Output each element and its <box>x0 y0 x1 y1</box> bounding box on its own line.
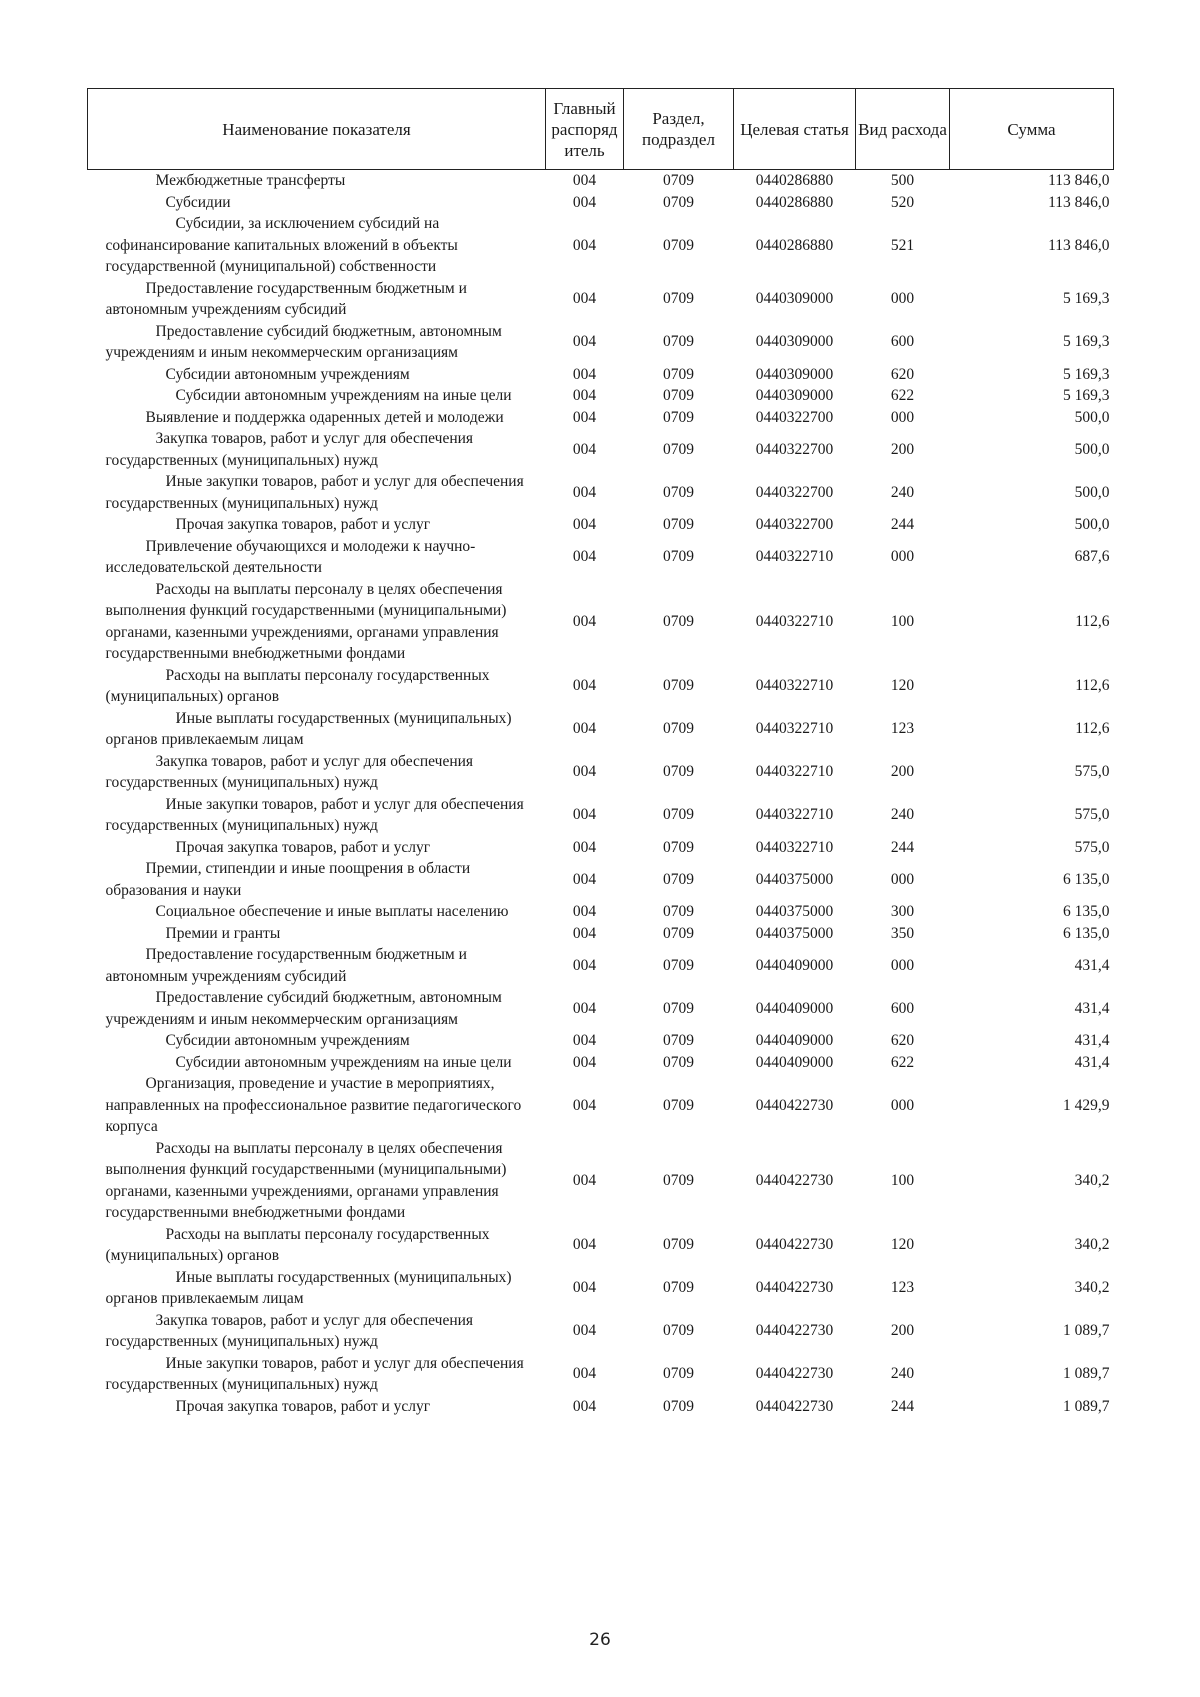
table-row <box>88 901 1114 923</box>
table-row <box>88 665 1114 708</box>
cell-sum: 687,6 <box>1074 548 1110 566</box>
cell-admin: 004 <box>572 870 597 888</box>
cell-target: 0440422730 <box>755 1322 834 1340</box>
cell-section: 0709 <box>663 516 694 533</box>
cell-admin: 004 <box>572 612 597 630</box>
cell-section: 0709 <box>663 1236 694 1254</box>
cell-name: Межбюджетные трансферты <box>155 172 346 189</box>
cell-type: 200 <box>890 440 915 458</box>
cell-type: 622 <box>890 1053 915 1071</box>
cell-admin: 004 <box>572 903 597 920</box>
cell-name: Привлечение обучающихся и молодежи к научно-исследовательской деятельности <box>105 537 476 576</box>
cell-sum: 431,4 <box>1074 999 1110 1017</box>
cell-sum: 1 089,7 <box>1063 1322 1110 1340</box>
cell-admin: 004 <box>572 999 597 1017</box>
cell-section: 0709 <box>663 1096 694 1114</box>
cell-sum: 431,4 <box>1074 1053 1110 1071</box>
cell-type: 622 <box>890 387 915 404</box>
cell-section: 0709 <box>663 172 694 189</box>
cell-section: 0709 <box>663 1279 694 1297</box>
header-name: Наименование показателя <box>88 89 546 170</box>
cell-name: Предоставление субсидий бюджетным, автономным учреждениям и иным некоммерческим организациям <box>105 989 502 1028</box>
cell-target: 0440422730 <box>755 1236 834 1254</box>
cell-target: 0440422730 <box>755 1279 834 1297</box>
cell-target: 0440422730 <box>755 1365 834 1383</box>
table-row <box>88 1310 1114 1353</box>
cell-name: Субсидии, за исключением субсидий на софинансирование капитальных вложений в объекты государственной (муниципальной) собственности <box>105 215 458 275</box>
cell-type: 240 <box>890 483 915 501</box>
cell-name: Иные выплаты государственных (муниципальных) органов привлекаемым лицам <box>105 709 512 748</box>
cell-name: Закупка товаров, работ и услуг для обеспечения государственных (муниципальных) нужд <box>105 752 474 791</box>
cell-type: 200 <box>890 763 915 781</box>
cell-section: 0709 <box>663 440 694 458</box>
cell-sum: 340,2 <box>1074 1171 1110 1189</box>
cell-type: 620 <box>890 365 915 383</box>
table-row <box>88 1224 1114 1267</box>
cell-sum: 6 135,0 <box>1063 924 1110 942</box>
cell-admin: 004 <box>572 720 597 738</box>
cell-sum: 5 169,3 <box>1063 365 1110 383</box>
header-admin: Главный распоряд итель <box>546 89 624 170</box>
cell-sum: 6 135,0 <box>1063 903 1110 920</box>
cell-type: 123 <box>890 1279 915 1297</box>
table-row <box>88 923 1114 945</box>
cell-name: Прочая закупка товаров, работ и услуг <box>175 838 431 856</box>
cell-type: 520 <box>890 193 915 211</box>
page-number: 26 <box>589 1630 611 1650</box>
cell-target: 0440309000 <box>755 365 834 383</box>
table-row <box>88 170 1114 192</box>
cell-target: 0440322710 <box>755 677 834 695</box>
cell-name: Иные закупки товаров, работ и услуг для обеспечения государственных (муниципальных) нужд <box>105 473 524 512</box>
cell-sum: 112,6 <box>1075 612 1110 630</box>
cell-type: 120 <box>890 1236 915 1254</box>
cell-admin: 004 <box>572 806 597 824</box>
cell-type: 000 <box>890 290 915 308</box>
cell-section: 0709 <box>663 924 694 942</box>
cell-name: Премии, стипендии и иные поощрения в области образования и науки <box>105 860 471 899</box>
cell-admin: 004 <box>572 1053 597 1071</box>
cell-section: 0709 <box>663 333 694 351</box>
cell-target: 0440286880 <box>755 193 834 211</box>
cell-admin: 004 <box>572 172 597 189</box>
cell-sum: 431,4 <box>1074 1032 1110 1049</box>
cell-section: 0709 <box>663 193 694 211</box>
cell-sum: 112,6 <box>1075 720 1110 738</box>
table-row <box>88 536 1114 579</box>
table-row <box>88 1267 1114 1310</box>
cell-target: 0440409000 <box>755 1032 834 1049</box>
header-target: Целевая статья <box>734 89 856 170</box>
cell-name: Организация, проведение и участие в мероприятиях, направленных на профессиональное развитие педагогического корпуса <box>105 1075 522 1135</box>
cell-section: 0709 <box>663 838 694 856</box>
cell-name: Иные закупки товаров, работ и услуг для обеспечения государственных (муниципальных) нужд <box>105 795 524 834</box>
cell-section: 0709 <box>663 956 694 974</box>
cell-target: 0440286880 <box>755 236 834 254</box>
cell-target: 0440375000 <box>755 924 834 942</box>
cell-sum: 340,2 <box>1074 1279 1110 1297</box>
cell-name: Субсидии автономным учреждениям на иные цели <box>175 1053 512 1071</box>
cell-name: Расходы на выплаты персоналу государственных (муниципальных) органов <box>105 1225 490 1264</box>
header-sum: Сумма <box>950 89 1114 170</box>
table-row <box>88 1138 1114 1224</box>
cell-name: Прочая закупка товаров, работ и услуг <box>175 1397 431 1415</box>
cell-section: 0709 <box>663 548 694 566</box>
cell-sum: 500,0 <box>1074 483 1110 501</box>
cell-target: 0440409000 <box>755 1053 834 1071</box>
cell-admin: 004 <box>572 1365 597 1383</box>
cell-target: 0440322700 <box>755 408 834 426</box>
header-type: Вид расхода <box>856 89 950 170</box>
cell-admin: 004 <box>572 193 597 211</box>
cell-name: Предоставление государственным бюджетным и автономным учреждениям субсидий <box>105 279 467 318</box>
cell-section: 0709 <box>663 483 694 501</box>
cell-admin: 004 <box>572 1096 597 1114</box>
cell-sum: 112,6 <box>1075 677 1110 695</box>
cell-admin: 004 <box>572 1032 597 1049</box>
cell-target: 0440322710 <box>755 838 834 856</box>
cell-section: 0709 <box>663 290 694 308</box>
cell-name: Закупка товаров, работ и услуг для обеспечения государственных (муниципальных) нужд <box>105 1311 474 1350</box>
cell-target: 0440322710 <box>755 763 834 781</box>
cell-admin: 004 <box>572 365 597 383</box>
cell-type: 240 <box>890 806 915 824</box>
cell-admin: 004 <box>572 1397 597 1415</box>
table-row <box>88 1030 1114 1052</box>
cell-target: 0440322710 <box>755 612 834 630</box>
cell-admin: 004 <box>572 763 597 781</box>
cell-type: 244 <box>890 838 915 856</box>
cell-name: Расходы на выплаты персоналу в целях обеспечения выполнения функций государственными (муниципальными) органами, казенными учреждениями, органами управления государственными внебюджетными фондами <box>105 580 507 662</box>
cell-name: Иные закупки товаров, работ и услуг для обеспечения государственных (муниципальных) нужд <box>105 1354 524 1393</box>
cell-sum: 113 846,0 <box>1048 172 1110 189</box>
cell-admin: 004 <box>572 548 597 566</box>
table-row <box>88 514 1114 536</box>
cell-target: 0440409000 <box>755 999 834 1017</box>
cell-sum: 1 089,7 <box>1063 1397 1110 1415</box>
table-row <box>88 837 1114 859</box>
cell-target: 0440422730 <box>755 1096 834 1114</box>
cell-admin: 004 <box>572 387 597 404</box>
cell-target: 0440309000 <box>755 387 834 404</box>
cell-section: 0709 <box>663 903 694 920</box>
cell-name: Субсидии автономным учреждениям на иные цели <box>175 387 512 404</box>
header-section: Раздел, подраздел <box>624 89 734 170</box>
table-row <box>88 385 1114 407</box>
cell-sum: 500,0 <box>1074 408 1110 426</box>
cell-target: 0440309000 <box>755 290 834 308</box>
table-body <box>88 170 1114 1418</box>
cell-target: 0440309000 <box>755 333 834 351</box>
cell-sum: 575,0 <box>1074 838 1110 856</box>
cell-sum: 500,0 <box>1074 440 1110 458</box>
cell-admin: 004 <box>572 1171 597 1189</box>
cell-admin: 004 <box>572 408 597 426</box>
cell-admin: 004 <box>572 924 597 942</box>
cell-name: Закупка товаров, работ и услуг для обеспечения государственных (муниципальных) нужд <box>105 430 474 469</box>
cell-section: 0709 <box>663 1053 694 1071</box>
cell-sum: 5 169,3 <box>1063 387 1110 404</box>
cell-section: 0709 <box>663 1171 694 1189</box>
cell-target: 0440322700 <box>755 483 834 501</box>
cell-type: 521 <box>890 236 915 254</box>
cell-type: 000 <box>890 1096 915 1114</box>
cell-name: Субсидии автономным учреждениям <box>165 1032 410 1049</box>
cell-type: 000 <box>890 548 915 566</box>
cell-section: 0709 <box>663 1397 694 1415</box>
cell-section: 0709 <box>663 365 694 383</box>
cell-target: 0440322700 <box>755 440 834 458</box>
cell-target: 0440322710 <box>755 806 834 824</box>
table-row <box>88 278 1114 321</box>
cell-target: 0440409000 <box>755 956 834 974</box>
cell-section: 0709 <box>663 1322 694 1340</box>
budget-table <box>87 88 1114 1417</box>
cell-type: 244 <box>890 516 915 533</box>
cell-sum: 6 135,0 <box>1063 870 1110 888</box>
cell-name: Расходы на выплаты персоналу в целях обеспечения выполнения функций государственными (муниципальными) органами, казенными учреждениями, органами управления государственными внебюджетными фондами <box>105 1139 507 1221</box>
cell-name: Субсидии автономным учреждениям <box>165 365 410 383</box>
cell-admin: 004 <box>572 516 597 533</box>
cell-section: 0709 <box>663 677 694 695</box>
table-row <box>88 858 1114 901</box>
cell-admin: 004 <box>572 236 597 254</box>
cell-section: 0709 <box>663 236 694 254</box>
cell-admin: 004 <box>572 440 597 458</box>
cell-name: Предоставление государственным бюджетным и автономным учреждениям субсидий <box>105 946 467 985</box>
cell-section: 0709 <box>663 806 694 824</box>
table-header <box>88 89 1114 170</box>
cell-section: 0709 <box>663 408 694 426</box>
table-row <box>88 1073 1114 1138</box>
cell-sum: 113 846,0 <box>1048 193 1110 211</box>
cell-name: Иные выплаты государственных (муниципальных) органов привлекаемым лицам <box>105 1268 512 1307</box>
cell-name: Премии и гранты <box>165 924 281 942</box>
table-row <box>88 428 1114 471</box>
cell-type: 000 <box>890 956 915 974</box>
cell-section: 0709 <box>663 612 694 630</box>
cell-target: 0440322700 <box>755 516 834 533</box>
cell-type: 240 <box>890 1365 915 1383</box>
table-row <box>88 213 1114 278</box>
table-row <box>88 987 1114 1030</box>
cell-admin: 004 <box>572 1279 597 1297</box>
cell-target: 0440422730 <box>755 1171 834 1189</box>
cell-sum: 1 429,9 <box>1063 1096 1110 1114</box>
table-row <box>88 1052 1114 1074</box>
cell-target: 0440422730 <box>755 1397 834 1415</box>
table-row <box>88 751 1114 794</box>
cell-admin: 004 <box>572 483 597 501</box>
cell-name: Социальное обеспечение и иные выплаты населению <box>155 903 509 920</box>
header-row <box>88 89 1114 170</box>
cell-sum: 5 169,3 <box>1063 333 1110 351</box>
cell-type: 120 <box>890 677 915 695</box>
cell-type: 600 <box>890 999 915 1017</box>
cell-admin: 004 <box>572 677 597 695</box>
cell-target: 0440322710 <box>755 548 834 566</box>
cell-target: 0440286880 <box>755 172 834 189</box>
cell-admin: 004 <box>572 956 597 974</box>
table-row <box>88 364 1114 386</box>
cell-admin: 004 <box>572 1236 597 1254</box>
table-row <box>88 1396 1114 1418</box>
cell-admin: 004 <box>572 333 597 351</box>
cell-sum: 113 846,0 <box>1048 236 1110 254</box>
cell-name: Предоставление субсидий бюджетным, автономным учреждениям и иным некоммерческим организациям <box>105 322 502 361</box>
cell-type: 244 <box>890 1397 915 1415</box>
cell-name: Расходы на выплаты персоналу государственных (муниципальных) органов <box>105 666 490 705</box>
cell-type: 000 <box>890 408 915 426</box>
cell-section: 0709 <box>663 763 694 781</box>
cell-section: 0709 <box>663 870 694 888</box>
table-row <box>88 708 1114 751</box>
cell-name: Прочая закупка товаров, работ и услуг <box>175 516 431 533</box>
cell-target: 0440375000 <box>755 870 834 888</box>
table-row <box>88 1353 1114 1396</box>
cell-type: 500 <box>890 172 915 189</box>
cell-type: 000 <box>890 870 915 888</box>
cell-section: 0709 <box>663 999 694 1017</box>
cell-type: 350 <box>890 924 915 942</box>
table-row <box>88 471 1114 514</box>
cell-target: 0440322710 <box>755 720 834 738</box>
table-row <box>88 794 1114 837</box>
cell-type: 620 <box>890 1032 915 1049</box>
cell-type: 200 <box>890 1322 915 1340</box>
cell-sum: 431,4 <box>1074 956 1110 974</box>
cell-admin: 004 <box>572 1322 597 1340</box>
cell-name: Выявление и поддержка одаренных детей и молодежи <box>145 408 504 426</box>
cell-section: 0709 <box>663 1032 694 1049</box>
cell-section: 0709 <box>663 720 694 738</box>
cell-sum: 575,0 <box>1074 806 1110 824</box>
cell-name: Субсидии <box>165 193 231 211</box>
table-row <box>88 944 1114 987</box>
cell-sum: 1 089,7 <box>1063 1365 1110 1383</box>
cell-type: 300 <box>890 903 915 920</box>
table-row <box>88 321 1114 364</box>
cell-section: 0709 <box>663 387 694 404</box>
cell-type: 600 <box>890 333 915 351</box>
cell-type: 123 <box>890 720 915 738</box>
table-row <box>88 192 1114 214</box>
cell-admin: 004 <box>572 290 597 308</box>
table-row <box>88 579 1114 665</box>
table-row <box>88 407 1114 429</box>
cell-sum: 500,0 <box>1074 516 1110 533</box>
cell-type: 100 <box>890 612 915 630</box>
cell-target: 0440375000 <box>755 903 834 920</box>
cell-sum: 575,0 <box>1074 763 1110 781</box>
cell-section: 0709 <box>663 1365 694 1383</box>
cell-sum: 5 169,3 <box>1063 290 1110 308</box>
cell-sum: 340,2 <box>1074 1236 1110 1254</box>
cell-admin: 004 <box>572 838 597 856</box>
cell-type: 100 <box>890 1171 915 1189</box>
